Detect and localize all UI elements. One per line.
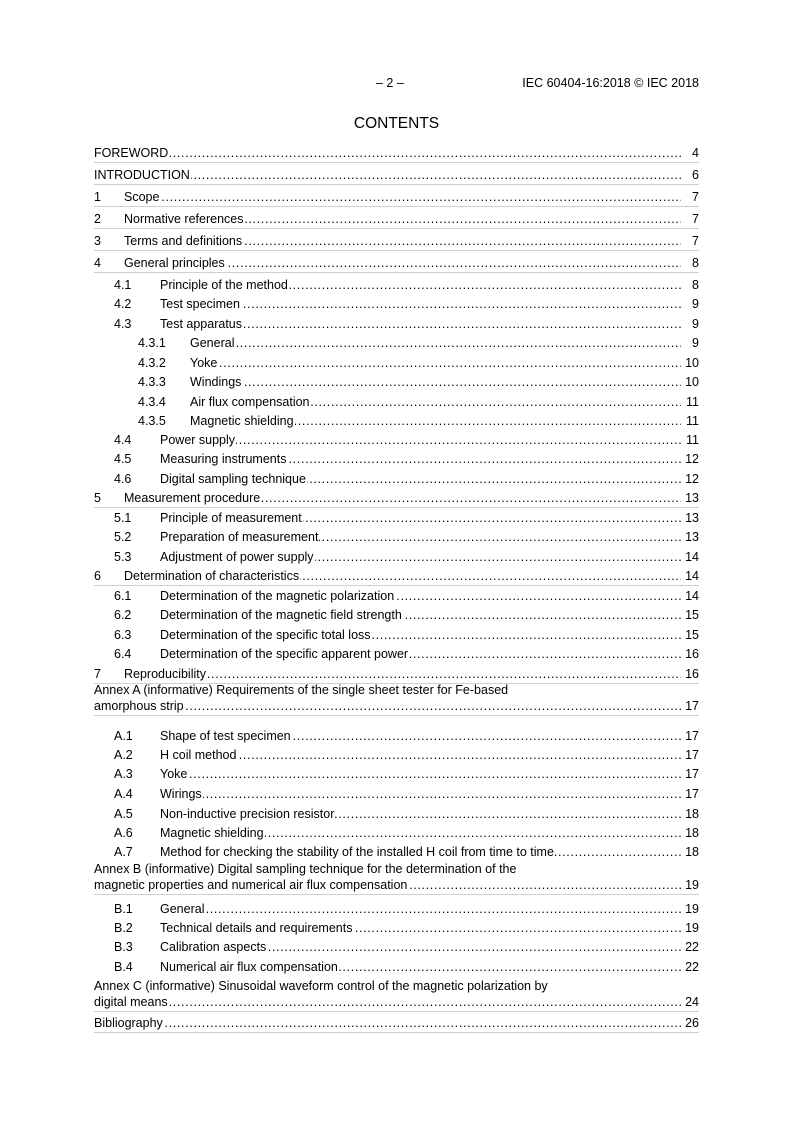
- toc-entry[interactable]: [94, 607, 699, 623]
- toc-entry[interactable]: [94, 355, 699, 371]
- toc-entry-number: 4.2: [114, 297, 132, 311]
- toc-entry-page: 17: [685, 699, 699, 713]
- toc-entry-number: A.1: [114, 729, 133, 743]
- toc-entry-label: . . . Principle of the method: [160, 278, 288, 292]
- toc-entry-number: A.7: [114, 845, 133, 859]
- toc-entry-label: . . . Test specimen: [160, 297, 240, 311]
- toc-entry-page: 12: [685, 472, 699, 486]
- toc-leader: [190, 413, 699, 429]
- toc-entry[interactable]: [94, 588, 699, 604]
- toc-entry[interactable]: [94, 529, 699, 545]
- toc-entry[interactable]: [94, 374, 699, 390]
- toc-entry-number: A.4: [114, 787, 133, 801]
- toc-divider: [94, 206, 699, 207]
- toc-leader: [94, 145, 699, 161]
- toc-entry-number: 4.4: [114, 433, 132, 447]
- toc-leader: [160, 316, 699, 332]
- toc-entry-label: . . . Magnetic shielding: [190, 414, 294, 428]
- toc-title: CONTENTS: [353, 115, 440, 132]
- toc-entry-label: . . . INTRODUCTION: [94, 168, 190, 182]
- toc-entry-number: 4: [94, 256, 101, 270]
- toc-entry-page: 18: [685, 826, 699, 840]
- toc-entry-page: 9: [692, 336, 699, 350]
- toc-entry[interactable]: [94, 471, 699, 487]
- toc-entry[interactable]: [94, 747, 699, 763]
- toc-leader: [160, 646, 699, 662]
- toc-leader: [160, 607, 699, 623]
- toc-entry-number: 4.3: [114, 317, 132, 331]
- toc-entry-page: 13: [685, 491, 699, 505]
- toc-leader: [190, 394, 699, 410]
- toc-entry-number: 7: [94, 667, 101, 681]
- toc-entry-label: . . . FOREWORD: [94, 146, 169, 160]
- toc-entry-label: . . . Terms and definitions: [124, 234, 243, 248]
- toc-entry-number: 3: [94, 234, 101, 248]
- toc-entry[interactable]: [94, 568, 699, 584]
- toc-leader: [160, 432, 699, 448]
- toc-entry[interactable]: [94, 682, 699, 714]
- toc-entry-page: 26: [685, 1016, 699, 1030]
- toc-entry-label: . . . Test apparatus: [160, 317, 242, 331]
- toc-entry-label: . . . Scope: [124, 190, 160, 204]
- toc-entry-number: 4.3.4: [138, 395, 166, 409]
- toc-entry-number: 4.3.2: [138, 356, 166, 370]
- toc-leader: [160, 549, 699, 565]
- toc-divider: [94, 1032, 699, 1033]
- toc-entry-label: . . . Digital sampling technique: [160, 472, 306, 486]
- toc-entry-label: . . . General: [190, 336, 235, 350]
- toc-entry[interactable]: [94, 939, 699, 955]
- toc-entry-page: 17: [685, 787, 699, 801]
- toc-entry-page: 15: [685, 608, 699, 622]
- toc-entry-page: 17: [685, 767, 699, 781]
- toc-entry-number: 6.4: [114, 647, 132, 661]
- toc-entry[interactable]: [94, 432, 699, 448]
- toc-entry-page: 19: [685, 921, 699, 935]
- toc-entry-number: A.5: [114, 807, 133, 821]
- toc-entry-number: 4.3.5: [138, 414, 166, 428]
- toc-entry[interactable]: [94, 394, 699, 410]
- toc-entry[interactable]: [94, 666, 699, 682]
- toc-entry-page: 22: [685, 940, 699, 954]
- toc-entry-label: . . . Measurement procedure: [124, 491, 261, 505]
- toc-entry-page: 14: [685, 569, 699, 583]
- toc-entry[interactable]: [94, 211, 699, 227]
- toc-entry-label: . . . Wirings: [160, 787, 202, 801]
- toc-leader: [160, 786, 699, 802]
- toc-leader: [160, 806, 699, 822]
- toc-leader: [190, 374, 699, 390]
- toc-entry-number: 5.3: [114, 550, 132, 564]
- toc-entry-page: 16: [685, 647, 699, 661]
- toc-entry-page: 17: [685, 748, 699, 762]
- toc-entry-number: B.1: [114, 902, 133, 916]
- toc-entry-number: A.2: [114, 748, 133, 762]
- toc-leader: [94, 994, 699, 1010]
- toc-leader: [124, 666, 699, 682]
- toc-entry-page: 13: [685, 530, 699, 544]
- toc-entry-label: . . . magnetic properties and numerical air flux compensation: [94, 878, 408, 892]
- toc-entry-label: . . . Determination of the magnetic polarization: [160, 589, 395, 603]
- toc-divider: [94, 184, 699, 185]
- toc-entry-number: 1: [94, 190, 101, 204]
- toc-entry-title-line: Annex A (informative) Requirements of the single sheet tester for Fe-based: [94, 683, 509, 697]
- toc-entry-page: 17: [685, 729, 699, 743]
- toc-entry[interactable]: [94, 806, 699, 822]
- toc-entry-page: 4: [692, 146, 699, 160]
- toc-entry-page: 11: [686, 433, 699, 447]
- toc-leader: [190, 355, 699, 371]
- toc-entry[interactable]: [94, 549, 699, 565]
- toc-entry[interactable]: [94, 1015, 699, 1031]
- toc-entry-label: . . . Reproducibility: [124, 667, 206, 681]
- toc-entry-number: 6.1: [114, 589, 132, 603]
- toc-entry-number: 6.2: [114, 608, 132, 622]
- toc-entry-label: . . . Air flux compensation: [190, 395, 310, 409]
- toc-divider: [94, 894, 699, 895]
- toc-entry[interactable]: [94, 233, 699, 249]
- toc-entry[interactable]: [94, 277, 699, 293]
- toc-leader: [160, 766, 699, 782]
- toc-entry[interactable]: [94, 490, 699, 506]
- toc-leader: [94, 1015, 699, 1031]
- toc-leader: [190, 335, 699, 351]
- toc-entry-label: . . . H coil method: [160, 748, 237, 762]
- toc-entry-label: . . . Determination of the specific total loss: [160, 628, 371, 642]
- toc-entry-label: . . . General: [160, 902, 205, 916]
- toc-entry-number: 2: [94, 212, 101, 226]
- toc-entry[interactable]: [94, 167, 699, 183]
- toc-entry-number: A.6: [114, 826, 133, 840]
- toc-leader: [124, 490, 699, 506]
- toc-leader: [160, 588, 699, 604]
- toc-leader: [160, 747, 699, 763]
- toc-entry-number: B.4: [114, 960, 133, 974]
- toc-entry[interactable]: [94, 646, 699, 662]
- toc-entry-number: A.3: [114, 767, 133, 781]
- toc-entry-label: . . . Determination of the specific apparent power: [160, 647, 409, 661]
- toc-entry-label: . . . Preparation of measurement: [160, 530, 319, 544]
- page-header: [94, 76, 699, 92]
- toc-entry-number: 6: [94, 569, 101, 583]
- toc-entry[interactable]: [94, 959, 699, 975]
- toc-entry-page: 7: [692, 234, 699, 248]
- toc-entry-page: 19: [685, 902, 699, 916]
- toc-entry-number: 6.3: [114, 628, 132, 642]
- toc-leader: [124, 233, 699, 249]
- toc-entry-label: . . . Determination of the magnetic field strength: [160, 608, 402, 622]
- toc-leader: [160, 296, 699, 312]
- toc-entry-label: . . . Determination of characteristics: [124, 569, 300, 583]
- toc-entry-label: . . . amorphous strip: [94, 699, 184, 713]
- toc-leader: [160, 277, 699, 293]
- toc-leader: [160, 728, 699, 744]
- toc-divider: [94, 715, 699, 716]
- toc-leader: [160, 920, 699, 936]
- toc-leader: [94, 167, 699, 183]
- toc-divider: [94, 272, 699, 273]
- toc-entry-number: 4.3.3: [138, 375, 166, 389]
- toc-entry-page: 7: [692, 190, 699, 204]
- toc-entry-number: 5.2: [114, 530, 132, 544]
- toc-entry-page: 6: [692, 168, 699, 182]
- toc-entry-label: . . . digital means: [94, 995, 168, 1009]
- toc-leader: [160, 529, 699, 545]
- toc-entry-page: 11: [686, 395, 699, 409]
- toc-entry-page: 10: [685, 375, 699, 389]
- toc-divider: [94, 250, 699, 251]
- toc-entry-title-line: Annex C (informative) Sinusoidal waveform control of the magnetic polarization by: [94, 979, 548, 993]
- toc-entry-label: . . . Yoke: [160, 767, 188, 781]
- toc-entry-page: 19: [685, 878, 699, 892]
- toc-entry[interactable]: [94, 255, 699, 271]
- toc-entry[interactable]: [94, 844, 699, 860]
- toc-entry-number: 5: [94, 491, 101, 505]
- toc-entry[interactable]: [94, 145, 699, 161]
- toc-entry-label: . . . Adjustment of power supply: [160, 550, 314, 564]
- toc-leader: [160, 939, 699, 955]
- toc-entry-label: . . . Magnetic shielding: [160, 826, 264, 840]
- toc-leader: [124, 211, 699, 227]
- toc-entry-page: 13: [685, 511, 699, 525]
- toc-entry-page: 16: [685, 667, 699, 681]
- toc-leader: [160, 825, 699, 841]
- toc-entry-page: 12: [685, 452, 699, 466]
- toc-entry[interactable]: [94, 786, 699, 802]
- toc-divider: [94, 1011, 699, 1012]
- toc-leader: [124, 568, 699, 584]
- toc-entry-page: 8: [692, 278, 699, 292]
- toc-entry[interactable]: [94, 920, 699, 936]
- toc-entry[interactable]: [94, 189, 699, 205]
- toc-entry-label: . . . Principle of measurement: [160, 511, 302, 525]
- toc-entry-label: . . . Bibliography: [94, 1016, 163, 1030]
- toc-entry[interactable]: [94, 413, 699, 429]
- toc-leader: [160, 627, 699, 643]
- toc-entry-number: B.3: [114, 940, 133, 954]
- toc-entry-label: . . . Method for checking the stability of the installed H coil from time to time: [160, 845, 554, 859]
- toc-entry-title-line: Annex B (informative) Digital sampling technique for the determination of the: [94, 862, 517, 876]
- toc-leader: [160, 510, 699, 526]
- toc-entry-number: B.2: [114, 921, 133, 935]
- toc-entry-number: 4.5: [114, 452, 132, 466]
- toc-divider: [94, 162, 699, 163]
- toc-entry[interactable]: [94, 627, 699, 643]
- toc-leader: [160, 901, 699, 917]
- toc-entry-label: . . . Normative references: [124, 212, 244, 226]
- toc-entry-label: . . . General principles: [124, 256, 225, 270]
- toc-entry[interactable]: [94, 510, 699, 526]
- toc-entry-label: . . . Non-inductive precision resistor: [160, 807, 335, 821]
- toc-leader: [94, 698, 699, 714]
- toc-leader: [160, 844, 699, 860]
- toc-entry-label: . . . Measuring instruments: [160, 452, 287, 466]
- toc-entry[interactable]: [94, 901, 699, 917]
- toc-entry[interactable]: [94, 296, 699, 312]
- toc-entry-page: 18: [685, 845, 699, 859]
- toc-entry-label: . . . Power supply: [160, 433, 236, 447]
- toc-entry-page: 11: [686, 414, 699, 428]
- toc-entry-number: 4.3.1: [138, 336, 166, 350]
- page-number: – 2 –: [376, 76, 404, 90]
- toc-entry-page: 24: [685, 995, 699, 1009]
- toc-entry-label: . . . Numerical air flux compensation: [160, 960, 338, 974]
- toc-entry[interactable]: [94, 728, 699, 744]
- toc-entry-page: 7: [692, 212, 699, 226]
- toc-entry-label: . . . Calibration aspects: [160, 940, 267, 954]
- toc-divider: [94, 228, 699, 229]
- toc-entry[interactable]: [94, 451, 699, 467]
- toc-entry[interactable]: [94, 825, 699, 841]
- toc-entry-page: 10: [685, 356, 699, 370]
- toc-leader: [124, 255, 699, 271]
- toc-divider: [94, 585, 699, 586]
- toc-entry-label: . . . Shape of test specimen: [160, 729, 291, 743]
- toc-entry-number: 5.1: [114, 511, 132, 525]
- toc-leader: [160, 471, 699, 487]
- toc-entry-page: 15: [685, 628, 699, 642]
- toc-entry-page: 14: [685, 589, 699, 603]
- toc-entry-page: 9: [692, 317, 699, 331]
- document-reference: IEC 60404-16:2018 © IEC 2018: [522, 76, 699, 90]
- toc-entry[interactable]: [94, 766, 699, 782]
- toc-divider: [94, 507, 699, 508]
- toc-entry-page: 22: [685, 960, 699, 974]
- toc-leader: [160, 451, 699, 467]
- toc-leader: [160, 959, 699, 975]
- toc-entry[interactable]: [94, 335, 699, 351]
- toc-entry-page: 8: [692, 256, 699, 270]
- toc-entry[interactable]: [94, 978, 699, 1010]
- toc-entry-number: 4.6: [114, 472, 132, 486]
- toc-leader: [94, 877, 699, 893]
- toc-leader: [124, 189, 699, 205]
- toc-entry-label: . . . Windings: [190, 375, 242, 389]
- toc-entry-page: 18: [685, 807, 699, 821]
- toc-entry-page: 14: [685, 550, 699, 564]
- toc-entry-label: . . . Technical details and requirements: [160, 921, 353, 935]
- toc-entry-number: 4.1: [114, 278, 132, 292]
- toc-entry[interactable]: [94, 861, 699, 893]
- toc-entry-label: . . . Yoke: [190, 356, 218, 370]
- toc-entry[interactable]: [94, 316, 699, 332]
- toc-entry-page: 9: [692, 297, 699, 311]
